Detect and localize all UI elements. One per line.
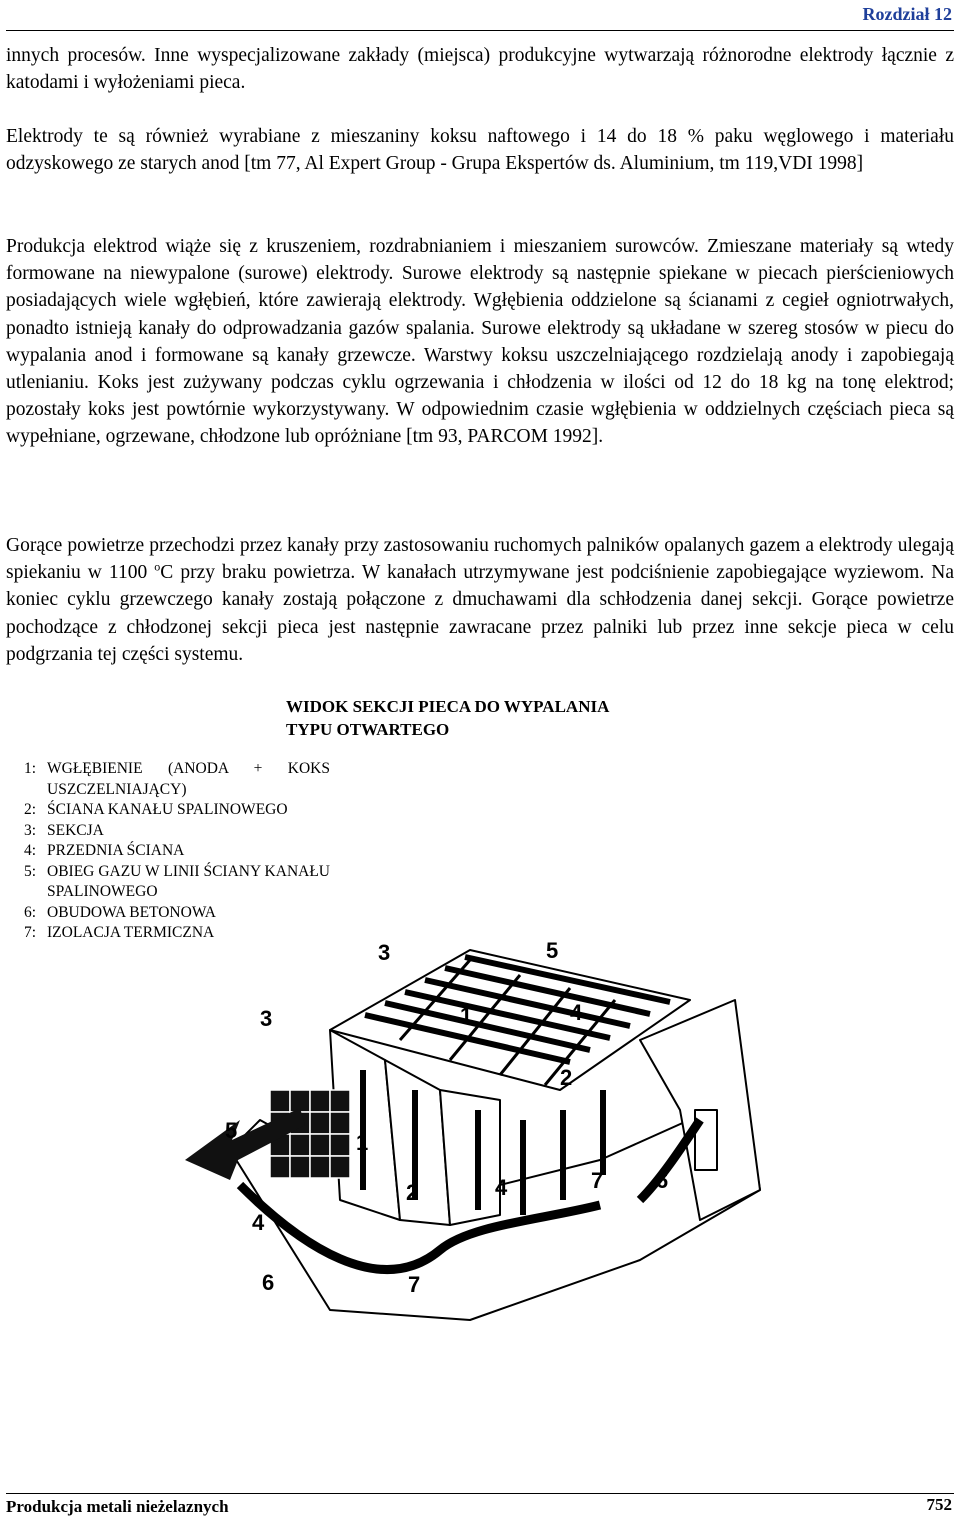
legend-text: ŚCIANA KANAŁU SPALINOWEGO (47, 801, 288, 818)
figure-title-line-2: TYPU OTWARTEGO (286, 720, 450, 739)
legend-item-1 (24, 759, 330, 800)
callout-3: 3 (260, 1006, 273, 1031)
legend-text: PRZEDNIA ŚCIANA (47, 842, 185, 859)
callout-2: 2 (560, 1065, 573, 1090)
legend-text: IZOLACJA TERMICZNA (47, 924, 215, 941)
callout-5: 5 (225, 1118, 238, 1143)
footer-rule (6, 1493, 954, 1494)
legend-text: OBUDOWA BETONOWA (47, 903, 216, 921)
legend-text: OBIEG GAZU W LINII ŚCIANY KANAŁU SPALINOWEGO (47, 862, 330, 900)
legend-number: 7: (24, 924, 37, 941)
callout-2: 2 (406, 1180, 419, 1205)
callout-5: 5 (546, 938, 559, 963)
legend-item-2 (24, 800, 330, 821)
paragraph-3: Produkcja elektrod wiąże się z kruszeniem, rozdrabnianiem i mieszaniem surowców. Zmieszane materiały są wtedy formowane na niewypalone (surowe) elektrody. Surowe elektrody są następnie spiekane w piecach pierścieniowych posiadających wiele wgłębień, które zawierają elektrody. Wgłębienia oddzielone są ścianami z cegieł ogniotrwałych, ponadto istnieją kanały do odprowadzania gazów spalania. Surowe elektrody są układane w szereg stosów w piecu do wypalania anod i formowane są kanały grzewcze. Warstwy koksu uszczelniającego rozdzielają anody i zapobiegają utlenianiu. Koks jest zużywany podczas cyklu ogrzewania i chłodzenia w ilości od 12 do 18 kg na tonę elektrod; pozostały koks jest powtórnie wykorzystywany. W odpowiednim czasie wgłębienia w oddzielnych częściach pieca są wypełniane, ogrzewane, chłodzone lub opróżniane [tm 93, PARCOM 1992]. (6, 236, 954, 448)
legend-text: WGŁĘBIENIE (ANODA + KOKS USZCZELNIAJĄCY) (47, 760, 330, 798)
legend-number: 5: (24, 862, 37, 880)
chapter-label: Rozdział 12 (862, 4, 952, 24)
legend-number: 1: (24, 760, 37, 777)
legend-number: 6: (24, 903, 37, 921)
figure-title-line-1: WIDOK SEKCJI PIECA DO WYPALANIA (286, 697, 610, 716)
page-number: 752 (926, 1495, 952, 1514)
legend-number: 3: (24, 821, 37, 839)
legend-item-3 (24, 821, 330, 842)
callout-4: 4 (495, 1175, 508, 1200)
callout-6: 6 (656, 1168, 669, 1193)
callout-4: 4 (570, 1000, 583, 1025)
callout-7: 7 (591, 1168, 604, 1193)
legend-item-5 (24, 862, 330, 903)
legend-number: 4: (24, 842, 37, 859)
header-rule (6, 30, 954, 31)
paragraph-4 (6, 532, 954, 668)
paragraph-4-start: Gorące powietrze przechodzi przez kanały przy zastosowaniu ruchomych palników opalanych gazem a elektrody ulegają spiekaniu w 1100 (6, 535, 954, 584)
footer-title: Produkcja metali nieżelaznych (6, 1497, 229, 1516)
callout-1: 1 (356, 1130, 369, 1155)
callout-6: 6 (262, 1270, 275, 1295)
paragraph-1: innych procesów. Inne wyspecjalizowane zakłady (miejsca) produkcyjne wytwarzają różnorodne elektrody łącznie z katodami i wyłożeniami pieca. (6, 45, 954, 94)
callout-1: 1 (460, 1003, 473, 1028)
legend-number: 2: (24, 801, 37, 818)
paragraph-4-end: C przy braku powietrza. W kanałach utrzymywane jest podciśnienie zapobiegające wyziewom. Na koniec cyklu grzewczego kanały zostają połączone z dmuchawami dla schłodzenia danej sekcji. Gorące powietrze pochodzące z chłodzonej sekcji pieca jest następnie zawracane przez palniki lub przez inne sekcje pieca w celu podgrzania tej części systemu. (6, 562, 955, 665)
figure-title (286, 695, 609, 741)
callout-7: 7 (408, 1272, 421, 1297)
legend-item-4 (24, 841, 330, 862)
callout-3: 3 (378, 940, 391, 965)
kiln-section-diagram (180, 915, 920, 1335)
paragraph-2: Elektrody te są również wyrabiane z mieszaniny koksu naftowego i 14 do 18 % paku węglowego i materiału odzyskowego ze starych anod [tm 77, Al Expert Group - Grupa Ekspertów ds. Aluminium, tm 119,VDI 1998] (6, 126, 954, 175)
callout-4: 4 (252, 1210, 265, 1235)
legend-text: SEKCJA (47, 821, 104, 839)
degree-superscript: o (154, 559, 161, 574)
